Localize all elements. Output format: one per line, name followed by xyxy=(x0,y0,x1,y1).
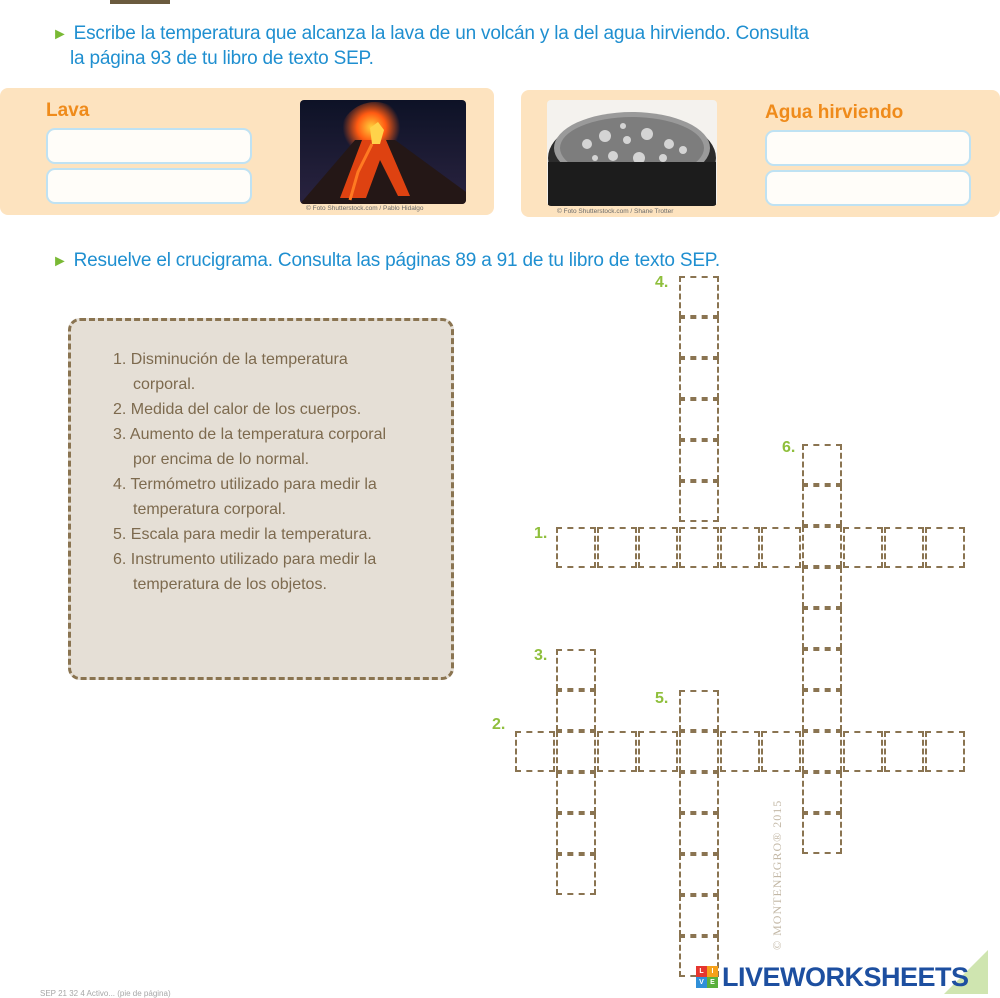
crossword-cell[interactable] xyxy=(802,813,842,854)
crossword-cell[interactable] xyxy=(556,772,596,813)
lava-answer-input-1[interactable] xyxy=(46,128,252,164)
crossword-cell[interactable] xyxy=(802,649,842,690)
crossword-number-6: 6. xyxy=(782,439,796,456)
copyright-text: © MONTENEGRO® 2015 xyxy=(770,799,784,950)
crossword-cell[interactable] xyxy=(802,526,842,567)
lava-answer-input-2[interactable] xyxy=(46,168,252,204)
footer-text: SEP 21 32 4 Activo... (pie de página) xyxy=(40,989,171,998)
clue-box xyxy=(68,318,454,680)
crossword-number-5: 5. xyxy=(655,690,669,707)
crossword-cell[interactable] xyxy=(638,527,678,568)
clue-2: 2. Medida del calor de los cuerpos. xyxy=(113,401,362,418)
liveworksheets-text: LIVEWORKSHEETS xyxy=(722,961,969,992)
crossword-cell[interactable] xyxy=(679,731,719,772)
crossword-cell[interactable] xyxy=(802,608,842,649)
clue-3: 3. Aumento de la temperatura corporal por encima de lo normal. xyxy=(113,426,387,468)
crossword-cell[interactable] xyxy=(556,731,596,772)
instruction-temperature xyxy=(52,22,982,71)
badge-letter: V xyxy=(696,977,707,988)
crossword-cell[interactable] xyxy=(884,527,924,568)
crossword-cell[interactable] xyxy=(597,527,637,568)
water-panel xyxy=(521,90,1000,217)
crossword-cell[interactable] xyxy=(679,690,719,731)
badge-letter: L xyxy=(696,966,707,977)
crossword-cell[interactable] xyxy=(761,731,801,772)
lava-title: Lava xyxy=(46,100,90,121)
clue-list xyxy=(113,347,413,597)
crossword-number-1: 1. xyxy=(534,525,548,542)
crossword-cell[interactable] xyxy=(843,527,883,568)
arrow-icon: ► xyxy=(52,26,68,43)
liveworksheets-logo xyxy=(696,960,969,994)
crossword-cell[interactable] xyxy=(556,813,596,854)
arrow-icon: ► xyxy=(52,253,68,270)
water-answer-input-2[interactable] xyxy=(765,170,971,206)
boiling-water-photo xyxy=(547,100,717,206)
water-photo-credit: © Foto Shutterstock.com / Shane Trotter xyxy=(557,208,674,215)
crossword-cell[interactable] xyxy=(925,731,965,772)
instruction-temperature-line2: la página 93 de tu libro de texto SEP. xyxy=(70,48,374,69)
crossword-cell[interactable] xyxy=(679,772,719,813)
crossword-cell[interactable] xyxy=(638,731,678,772)
crossword-cell[interactable] xyxy=(515,731,555,772)
crossword-cell[interactable] xyxy=(802,567,842,608)
water-answer-input-1[interactable] xyxy=(765,130,971,166)
crossword-number-4: 4. xyxy=(655,274,669,291)
clue-4: 4. Termómetro utilizado para medir la temperatura corporal. xyxy=(113,476,377,518)
crossword-cell[interactable] xyxy=(679,399,719,440)
crossword-cell[interactable] xyxy=(679,481,719,522)
badge-letter: I xyxy=(707,966,718,977)
crossword-cell[interactable] xyxy=(843,731,883,772)
crossword-cell[interactable] xyxy=(679,276,719,317)
crossword-cell[interactable] xyxy=(802,772,842,813)
badge-letter: E xyxy=(707,977,718,988)
crossword-cell[interactable] xyxy=(556,854,596,895)
crossword-cell[interactable] xyxy=(556,527,596,568)
crossword-cell[interactable] xyxy=(761,527,801,568)
crossword-cell[interactable] xyxy=(679,854,719,895)
volcano-photo xyxy=(300,100,466,204)
crossword-cell[interactable] xyxy=(802,444,842,485)
lava-panel xyxy=(0,88,494,215)
crossword-cell[interactable] xyxy=(802,731,842,772)
clue-5: 5. Escala para medir la temperatura. xyxy=(113,526,372,543)
crossword-cell[interactable] xyxy=(925,527,965,568)
crossword-cell[interactable] xyxy=(884,731,924,772)
crossword-cell[interactable] xyxy=(679,358,719,399)
crossword-cell[interactable] xyxy=(720,527,760,568)
crossword-cell[interactable] xyxy=(556,649,596,690)
crossword-number-3: 3. xyxy=(534,647,548,664)
crossword-cell[interactable] xyxy=(679,440,719,481)
crossword-cell[interactable] xyxy=(679,527,719,568)
instruction-temperature-line1: Escribe la temperatura que alcanza la lava de un volcán y la del agua hirviendo. Consulta xyxy=(73,23,809,44)
clue-6: 6. Instrumento utilizado para medir la temperatura de los objetos. xyxy=(113,551,377,593)
crossword-cell[interactable] xyxy=(679,813,719,854)
crossword-cell[interactable] xyxy=(597,731,637,772)
crossword-number-2: 2. xyxy=(492,716,506,733)
clue-1: 1. Disminución de la temperatura corporal. xyxy=(113,351,348,393)
liveworksheets-badge-icon xyxy=(696,966,718,988)
crossword-cell[interactable] xyxy=(679,317,719,358)
crossword-cell[interactable] xyxy=(802,485,842,526)
crossword-cell[interactable] xyxy=(556,690,596,731)
instruction-crossword xyxy=(52,249,982,274)
crossword-cell[interactable] xyxy=(802,690,842,731)
top-image-strip xyxy=(110,0,170,4)
instruction-crossword-text: Resuelve el crucigrama. Consulta las páginas 89 a 91 de tu libro de texto SEP. xyxy=(73,250,720,271)
crossword-cell[interactable] xyxy=(679,895,719,936)
lava-photo-credit: © Foto Shutterstock.com / Pablo Hidalgo xyxy=(306,205,424,212)
water-title: Agua hirviendo xyxy=(765,102,904,123)
crossword-cell[interactable] xyxy=(720,731,760,772)
